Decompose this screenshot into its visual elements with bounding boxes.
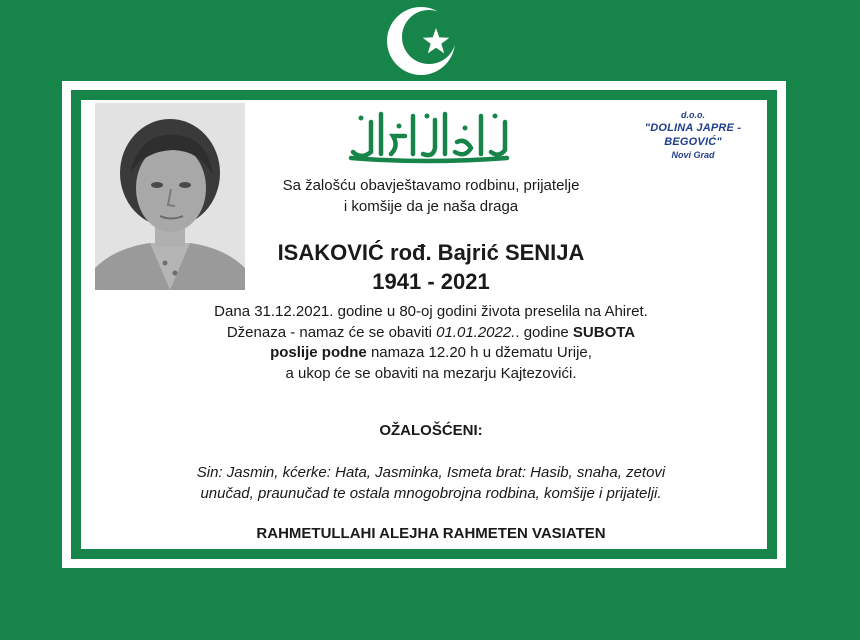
- portrait-photo: [95, 103, 245, 290]
- details-line-2-b: . godine: [515, 323, 573, 341]
- deceased-years: 1941 - 2021: [372, 269, 490, 294]
- intro-line-1: Sa žalošću obavještavamo rodbinu, prijatelje: [282, 177, 580, 194]
- details-line-4: a ukop će se obaviti na mezarju Kajtezovići.: [285, 364, 577, 382]
- notice-border: [71, 90, 777, 559]
- details-line-3: [151, 343, 711, 364]
- details-line-2-a: Dženaza - namaz će se obaviti: [226, 323, 437, 341]
- funeral-date: 01.01.2022.: [436, 323, 516, 341]
- company-city: Novi Grad: [671, 150, 715, 160]
- funeral-day: SUBOTA: [572, 323, 636, 341]
- mourners-line-1: Sin: Jasmin, kćerke: Hata, Jasminka, Ismeta brat: Hasib, snaha, zetovi: [196, 464, 666, 481]
- details-line-3-b: namaza 12.20 h u džematu Urije,: [366, 344, 592, 361]
- mourners-list: [121, 462, 741, 504]
- funeral-details: [151, 302, 711, 384]
- intro-text: [251, 175, 611, 217]
- notice-frame: [62, 81, 786, 568]
- mourners-line-2: unučad, praunučad te ostala mnogobrojna rodbina, komšije i prijatelji.: [200, 485, 662, 502]
- prayer-name: podne: [321, 344, 367, 361]
- details-line-1: Dana 31.12.2021. godine u 80-oj godini života preselila na Ahiret.: [214, 303, 648, 320]
- details-line-2: [151, 323, 711, 344]
- obituary-card: [81, 100, 767, 549]
- mourners-heading: OŽALOŠĆENI:: [379, 422, 483, 439]
- company-name: "DOLINA JAPRE - BEGOVIĆ": [644, 122, 742, 148]
- company-type: d.o.o.: [681, 110, 705, 120]
- crescent-star-icon: [384, 4, 458, 78]
- deceased-name: ISAKOVIĆ rođ. Bajrić SENIJA: [277, 240, 585, 265]
- company-label: [618, 110, 768, 161]
- arabic-calligraphy: [347, 108, 511, 164]
- details-line-3-a: poslije: [270, 344, 322, 361]
- intro-line-2: i komšije da je naša draga: [343, 198, 519, 215]
- closing-prayer: RAHMETULLAHI ALEJHA RAHMETEN VASIATEN: [256, 525, 606, 542]
